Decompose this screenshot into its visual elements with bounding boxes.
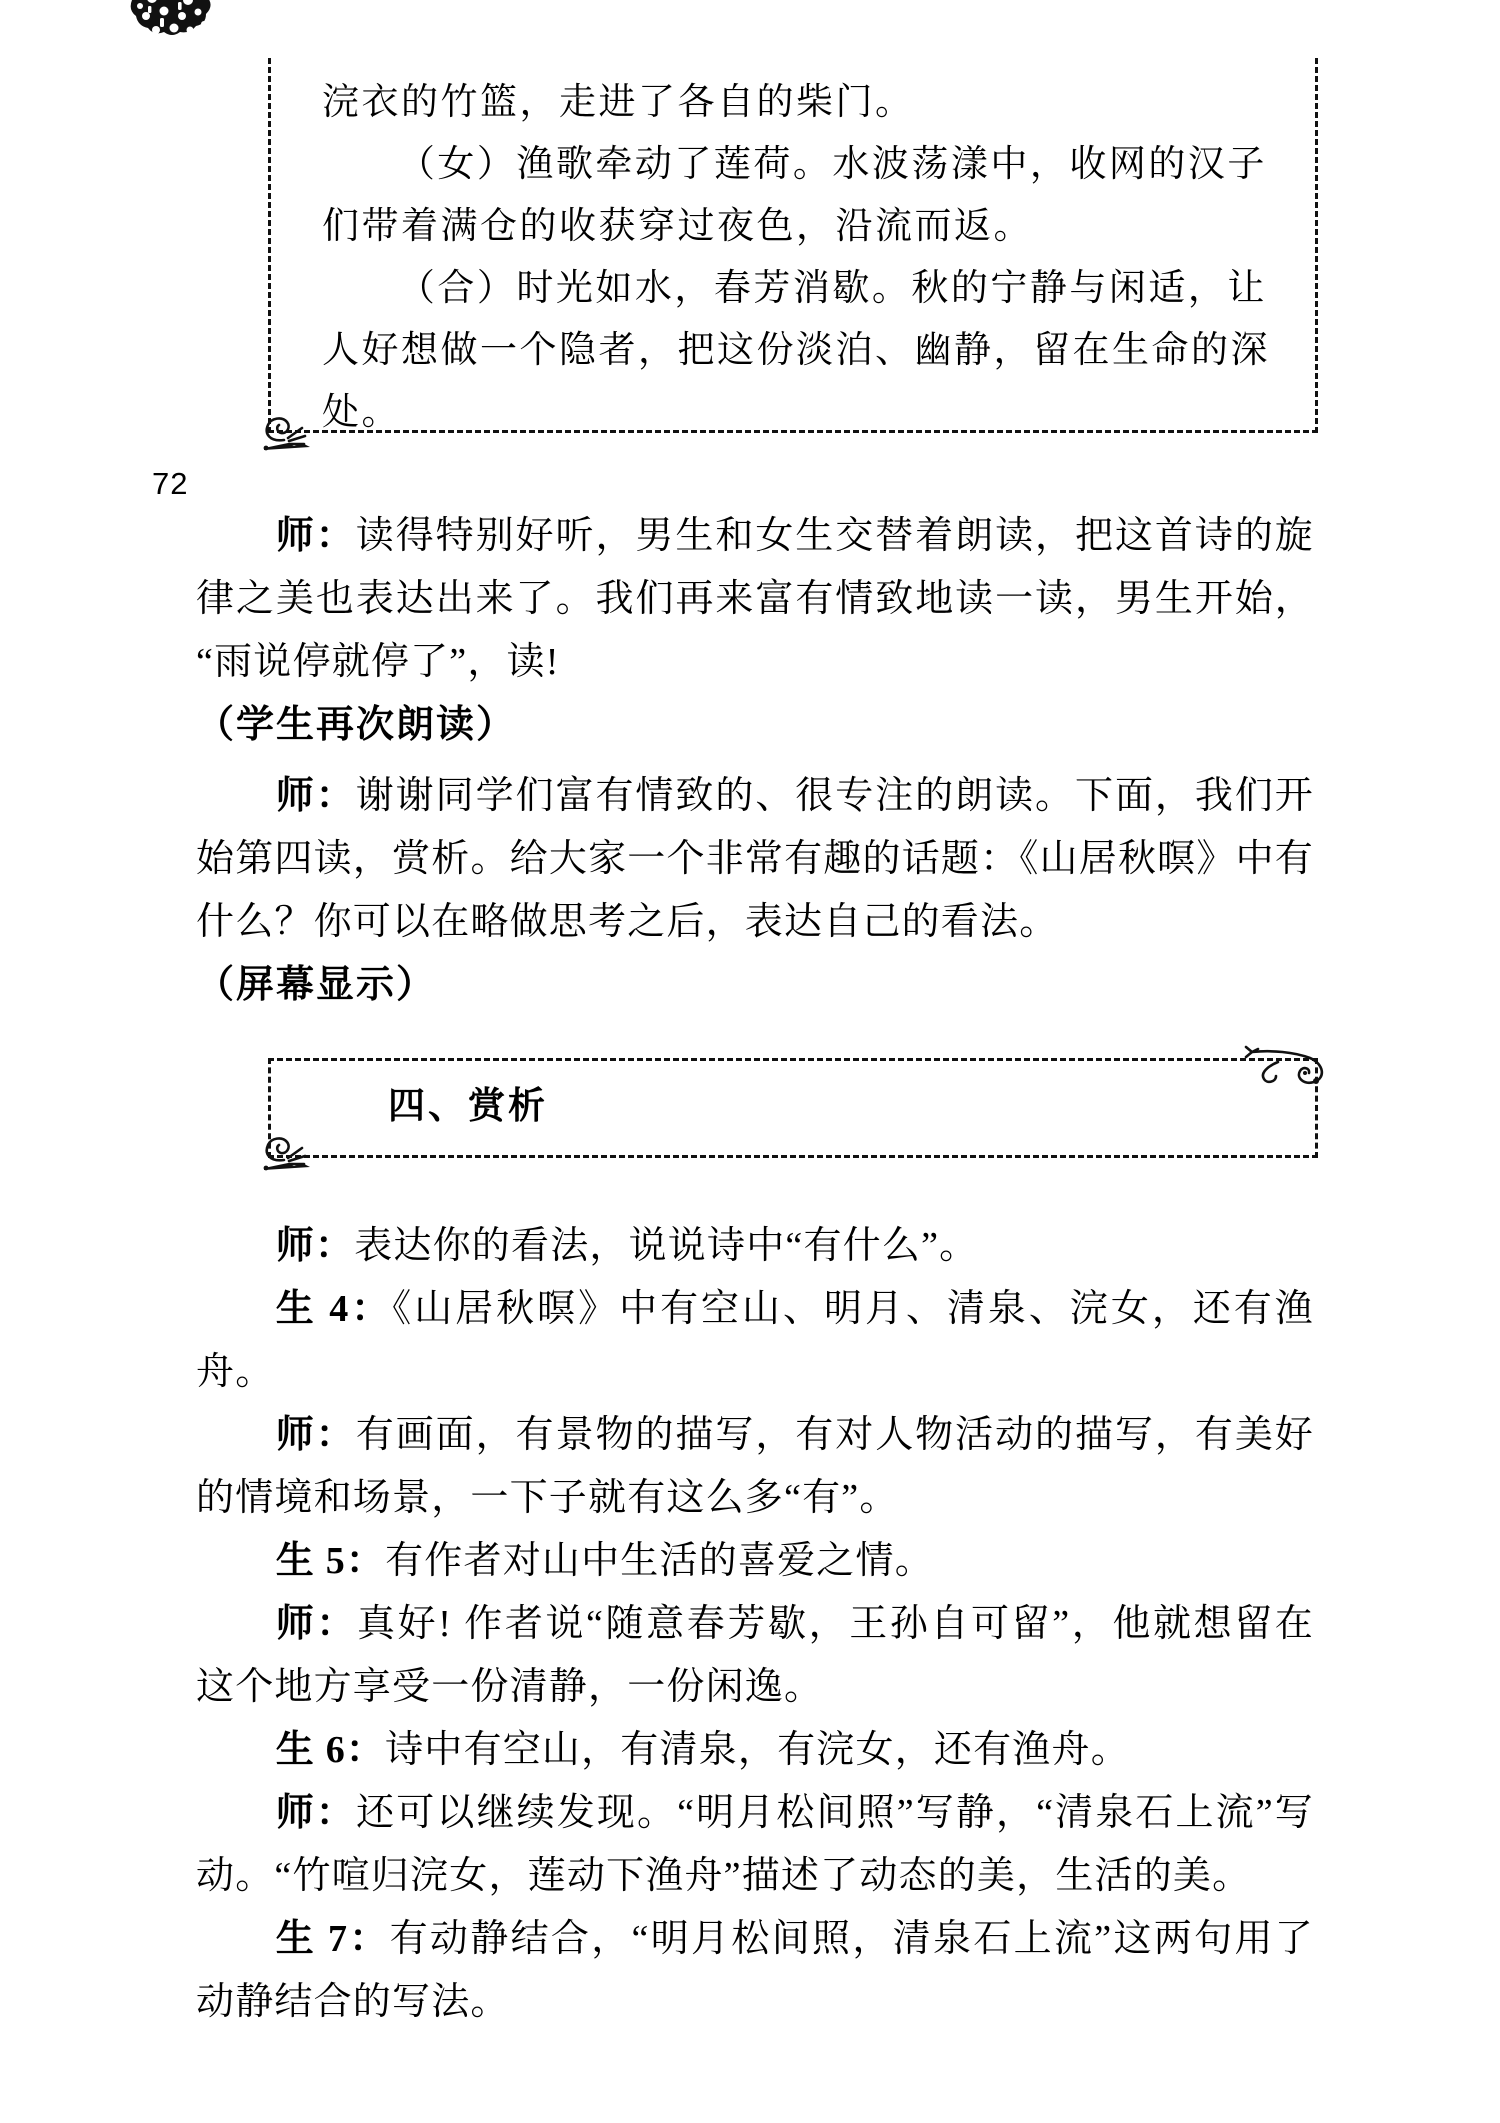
speaker-label: 生 7： xyxy=(275,1918,390,1960)
stage-direction xyxy=(196,954,1314,1017)
dialogue-paragraph xyxy=(196,1404,1314,1530)
speaker-label: 师： xyxy=(275,1225,355,1267)
dialogue-paragraph xyxy=(196,1782,1314,1908)
dialogue-block-a xyxy=(196,505,1314,757)
floral-emblem-ornament xyxy=(118,0,228,50)
speaker-label: 生 5： xyxy=(275,1540,386,1582)
speaker-label: 生 6： xyxy=(275,1729,386,1771)
dialogue-text: 表达你的看法，说说诗中“有什么”。 xyxy=(354,1225,979,1267)
dialogue-paragraph xyxy=(196,505,1314,694)
dialogue-text: 有动静结合，“明月松间照，清泉石上流”这两句用了动静结合的写法。 xyxy=(196,1918,1314,2023)
section-heading: 四、赏析 xyxy=(388,1086,548,1127)
quote-box-top-text xyxy=(322,72,1297,444)
speaker-label: 师： xyxy=(275,1603,358,1645)
dialogue-paragraph xyxy=(196,1215,1314,1278)
quote-line: （合）时光如水，春芳消歇。秋的宁静与闲适，让人好想做一个隐者，把这份淡泊、幽静，留在生命的深处。 xyxy=(322,268,1270,433)
speaker-label: 师： xyxy=(275,515,356,557)
quote-line: 浣衣的竹篮，走进了各自的柴门。 xyxy=(322,82,915,123)
speaker-label: 师： xyxy=(275,775,356,817)
dialogue-paragraph xyxy=(196,1908,1314,2034)
speaker-label: 生 4： xyxy=(275,1288,393,1330)
dialogue-text: 谢谢同学们富有情致的、很专注的朗读。下面，我们开始第四读，赏析。给大家一个非常有趣的话题：《山居秋暝》中有什么？你可以在略做思考之后，表达自己的看法。 xyxy=(196,775,1314,943)
dialogue-text: 有作者对山中生活的喜爱之情。 xyxy=(385,1540,934,1582)
dialogue-text: 读得特别好听，男生和女生交替着朗读，把这首诗的旋律之美也表达出来了。我们再来富有情致地读一读，男生开始，“雨说停就停了”，读! xyxy=(196,515,1314,683)
dialogue-paragraph xyxy=(196,765,1314,954)
dialogue-text: 真好! 作者说“随意春芳歇，王孙自可留”，他就想留在这个地方享受一份清静，一份闲逸。 xyxy=(196,1603,1315,1708)
dialogue-text: 有画面，有景物的描写，有对人物活动的描写，有美好的情境和场景，一下子就有这么多“有”。 xyxy=(196,1414,1314,1519)
speaker-label: 师： xyxy=(275,1414,356,1456)
quote-line: （女）渔歌牵动了莲荷。水波荡漾中，收网的汉子们带着满仓的收获穿过夜色，沿流而返。 xyxy=(322,144,1267,247)
stage-direction-text: （屏幕显示） xyxy=(196,964,437,1006)
dialogue-text: 《山居秋暝》中有空山、明月、清泉、浣女，还有渔舟。 xyxy=(196,1288,1314,1393)
dialogue-text: 诗中有空山，有清泉，有浣女，还有渔舟。 xyxy=(385,1729,1130,1771)
dialogue-paragraph xyxy=(196,1719,1314,1782)
dialogue-paragraph xyxy=(196,1593,1314,1719)
dialogue-paragraph xyxy=(196,1530,1314,1593)
dialogue-paragraph xyxy=(196,1278,1314,1404)
stage-direction xyxy=(196,694,1314,757)
stage-direction-text: （学生再次朗读） xyxy=(196,704,517,746)
dialogue-text: 还可以继续发现。“明月松间照”写静，“清泉石上流”写动。“竹喧归浣女，莲动下渔舟”描述了动态的美，生活的美。 xyxy=(196,1792,1314,1897)
page-number: 72 xyxy=(152,466,189,501)
speaker-label: 师： xyxy=(275,1792,357,1834)
dialogue-block-b xyxy=(196,765,1314,1017)
dialogue-block-c xyxy=(196,1215,1314,2034)
